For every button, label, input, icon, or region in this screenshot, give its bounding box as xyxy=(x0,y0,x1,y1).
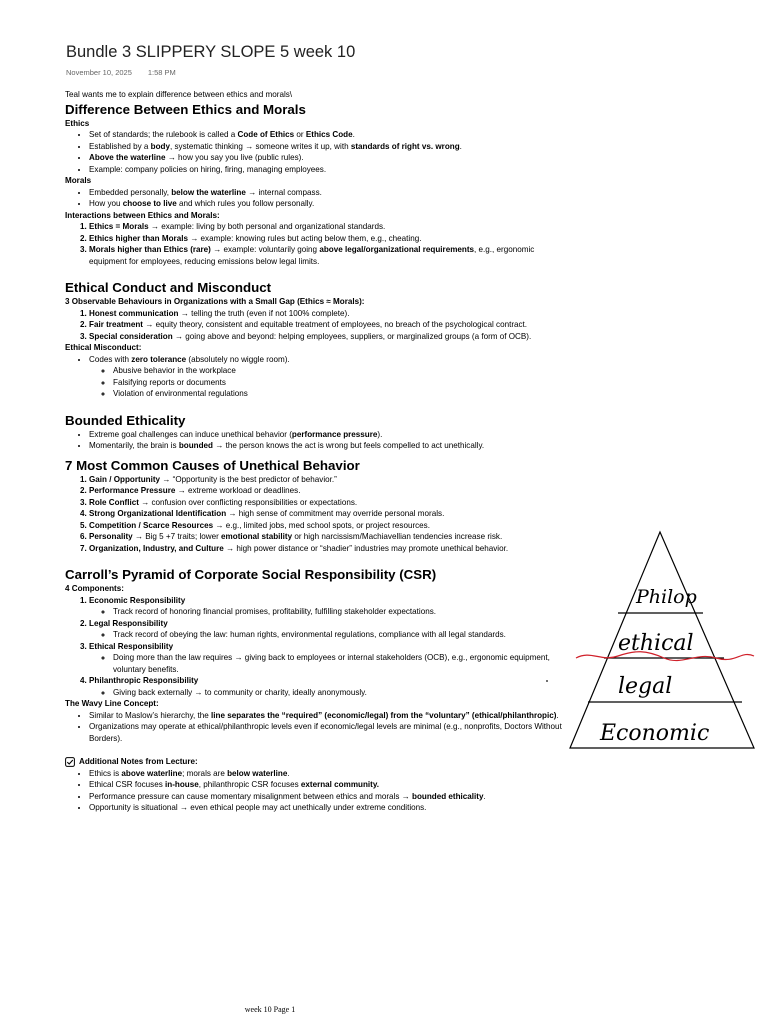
pyramid-label-economic: Economic xyxy=(600,721,710,746)
section-heading-conduct: Ethical Conduct and Misconduct xyxy=(65,280,272,295)
interactions-list xyxy=(65,221,565,267)
list-item: • Organizations may operate at ethical/philanthropic levels even if economic/legal levels are minimal (e.g., nonprofits, Doctors Without Borders). xyxy=(89,721,565,744)
list-item: 1. Economic Responsibility ◦ Track record of honoring financial promises, profitability, fulfilling stakeholder expectations. xyxy=(89,595,565,618)
interactions-label: Interactions between Ethics and Morals: xyxy=(65,210,220,220)
list-item: • How you choose to live and which rules you follow personally. xyxy=(89,198,565,210)
list-item: 3. Role Conflict → confusion over conflicting responsibilities or expectations. xyxy=(89,497,565,509)
component-detail-list xyxy=(89,629,565,641)
list-item: 2. Performance Pressure → extreme workload or deadlines. xyxy=(89,485,565,497)
misconduct-label: Ethical Misconduct: xyxy=(65,343,142,352)
list-item: 1. Honest communication → telling the truth (even if not 100% complete). xyxy=(89,308,565,320)
wavy-label: The Wavy Line Concept: xyxy=(65,699,159,708)
stray-dot xyxy=(546,680,548,682)
list-item: ◦ Violation of environmental regulations xyxy=(113,388,565,400)
notes-list xyxy=(65,768,565,814)
morals-list xyxy=(65,187,565,210)
list-item: • Set of standards; the rulebook is called a Code of Ethics or Ethics Code. xyxy=(89,129,565,141)
note-content xyxy=(65,89,565,814)
list-item: 1. Ethics = Morals → example: living by both personal and organizational standards. xyxy=(89,221,565,233)
list-item: • Example: company policies on hiring, firing, managing employees. xyxy=(89,164,565,176)
list-item: ◦ Doing more than the law requires → giving back to employees or internal stakeholders (OCB), e.g., ergonomic equipment, voluntary benefits. xyxy=(113,652,565,675)
list-item: • Opportunity is situational → even ethical people may act unethically under extreme conditions. xyxy=(89,802,565,814)
list-item: 2. Fair treatment → equity theory, consistent and equitable treatment of employees, no breach of the psychological contract. xyxy=(89,319,565,331)
list-item: • Above the waterline → how you say you live (public rules). xyxy=(89,152,565,164)
list-item: 7. Organization, Industry, and Culture → high power distance or “shadier” industries may promote unethical behavior. xyxy=(89,543,565,555)
list-item: • Codes with zero tolerance (absolutely no wiggle room). ◦ Abusive behavior in the workplace ◦ Falsifying reports or documents ◦ Violation of environmental regulations xyxy=(89,354,565,400)
section-heading-causes: 7 Most Common Causes of Unethical Behavior xyxy=(65,457,360,473)
ethics-label: Ethics xyxy=(65,118,90,128)
list-item: ◦ Track record of honoring financial promises, profitability, fulfilling stakeholder expectations. xyxy=(113,606,565,618)
pyramid-label-legal: legal xyxy=(618,674,673,699)
intro-line: Teal wants me to explain difference between ethics and morals\ xyxy=(65,90,293,99)
list-item: 3. Ethical Responsibility ◦ Doing more than the law requires → giving back to employees or internal stakeholders (OCB), e.g., ergonomic equipment, voluntary benefits. xyxy=(89,641,565,676)
page-meta xyxy=(66,68,176,77)
list-item: ◦ Falsifying reports or documents xyxy=(113,377,565,389)
page-date: November 10, 2025 xyxy=(66,68,132,77)
list-item: 2. Ethics higher than Morals → example: knowing rules but acting below them, e.g., cheating. xyxy=(89,233,565,245)
list-item: 3. Morals higher than Ethics (rare) → example: voluntarily going above legal/organizational requirements, e.g., ergonomic equipment for employees, reducing emissions below legal limits. xyxy=(89,244,565,267)
checkbox-checked-icon[interactable] xyxy=(65,757,75,767)
causes-list xyxy=(65,474,565,555)
list-item: 5. Competition / Scarce Resources → e.g., limited jobs, med school spots, or project resources. xyxy=(89,520,565,532)
list-item: 4. Strong Organizational Identification → high sense of commitment may override personal morals. xyxy=(89,508,565,520)
misconduct-sublist xyxy=(89,365,565,400)
section-heading-csr: Carroll’s Pyramid of Corporate Social Responsibility (CSR) xyxy=(65,567,437,582)
list-item: • Extreme goal challenges can induce unethical behavior (performance pressure). xyxy=(89,429,565,441)
component-detail-list xyxy=(89,606,565,618)
bounded-list xyxy=(65,429,565,452)
notes-heading xyxy=(65,756,565,768)
section-heading-bounded: Bounded Ethicality xyxy=(65,412,186,428)
list-item: • Performance pressure can cause momentary misalignment between ethics and morals → bounded ethicality. xyxy=(89,791,565,803)
behaviours-list xyxy=(65,308,565,343)
list-item: • Similar to Maslow’s hierarchy, the line separates the “required” (economic/legal) from the “voluntary” (ethical/philanthropic). xyxy=(89,710,565,722)
list-item: 4. Philanthropic Responsibility ◦ Giving back externally → to community or charity, ideally anonymously. xyxy=(89,675,565,698)
list-item: ◦ Track record of obeying the law: human rights, environmental regulations, compliance with all legal standards. xyxy=(113,629,565,641)
list-item: 1. Gain / Opportunity → “Opportunity is the best predictor of behavior.” xyxy=(89,474,565,486)
list-item: 2. Legal Responsibility ◦ Track record of obeying the law: human rights, environmental regulations, compliance with all legal standards. xyxy=(89,618,565,641)
misconduct-list xyxy=(65,354,565,400)
component-detail-list xyxy=(89,687,565,699)
ethics-list xyxy=(65,129,565,175)
notes-heading-text: Additional Notes from Lecture: xyxy=(79,757,198,766)
section-heading-ethics-morals: Difference Between Ethics and Morals xyxy=(65,101,306,117)
list-item: • Established by a body, systematic thinking → someone writes it up, with standards of right vs. wrong. xyxy=(89,141,565,153)
pyramid-label-philanthropic: Philop xyxy=(636,586,697,608)
list-item: • Embedded personally, below the waterline → internal compass. xyxy=(89,187,565,199)
components-list xyxy=(65,595,565,699)
list-item: 3. Special consideration → going above and beyond: helping employees, suppliers, or marginalized groups (a form of OCB). xyxy=(89,331,565,343)
page-title: Bundle 3 SLIPPERY SLOPE 5 week 10 xyxy=(66,43,356,61)
wavy-list xyxy=(65,710,565,745)
list-item: 6. Personality → Big 5 +7 traits; lower emotional stability or high narcissism/Machiavellian tendencies increase risk. xyxy=(89,531,565,543)
pyramid-label-ethical: ethical xyxy=(618,631,694,656)
csr-pyramid-sketch xyxy=(566,528,756,753)
list-item: • Ethics is above waterline; morals are below waterline. xyxy=(89,768,565,780)
list-item: • Ethical CSR focuses in-house, philanthropic CSR focuses external community. xyxy=(89,779,565,791)
morals-label: Morals xyxy=(65,176,92,185)
behaviours-label: 3 Observable Behaviours in Organizations with a Small Gap (Ethics ≈ Morals): xyxy=(65,297,365,306)
page-time: 1:58 PM xyxy=(147,68,176,77)
component-detail-list xyxy=(89,652,565,675)
list-item: ◦ Giving back externally → to community or charity, ideally anonymously. xyxy=(113,687,565,699)
page-footer: week 10 Page 1 xyxy=(244,1005,296,1014)
components-label: 4 Components: xyxy=(65,584,124,593)
list-item: ◦ Abusive behavior in the workplace xyxy=(113,365,565,377)
list-item: • Momentarily, the brain is bounded → the person knows the act is wrong but feels compelled to act unethically. xyxy=(89,440,565,452)
